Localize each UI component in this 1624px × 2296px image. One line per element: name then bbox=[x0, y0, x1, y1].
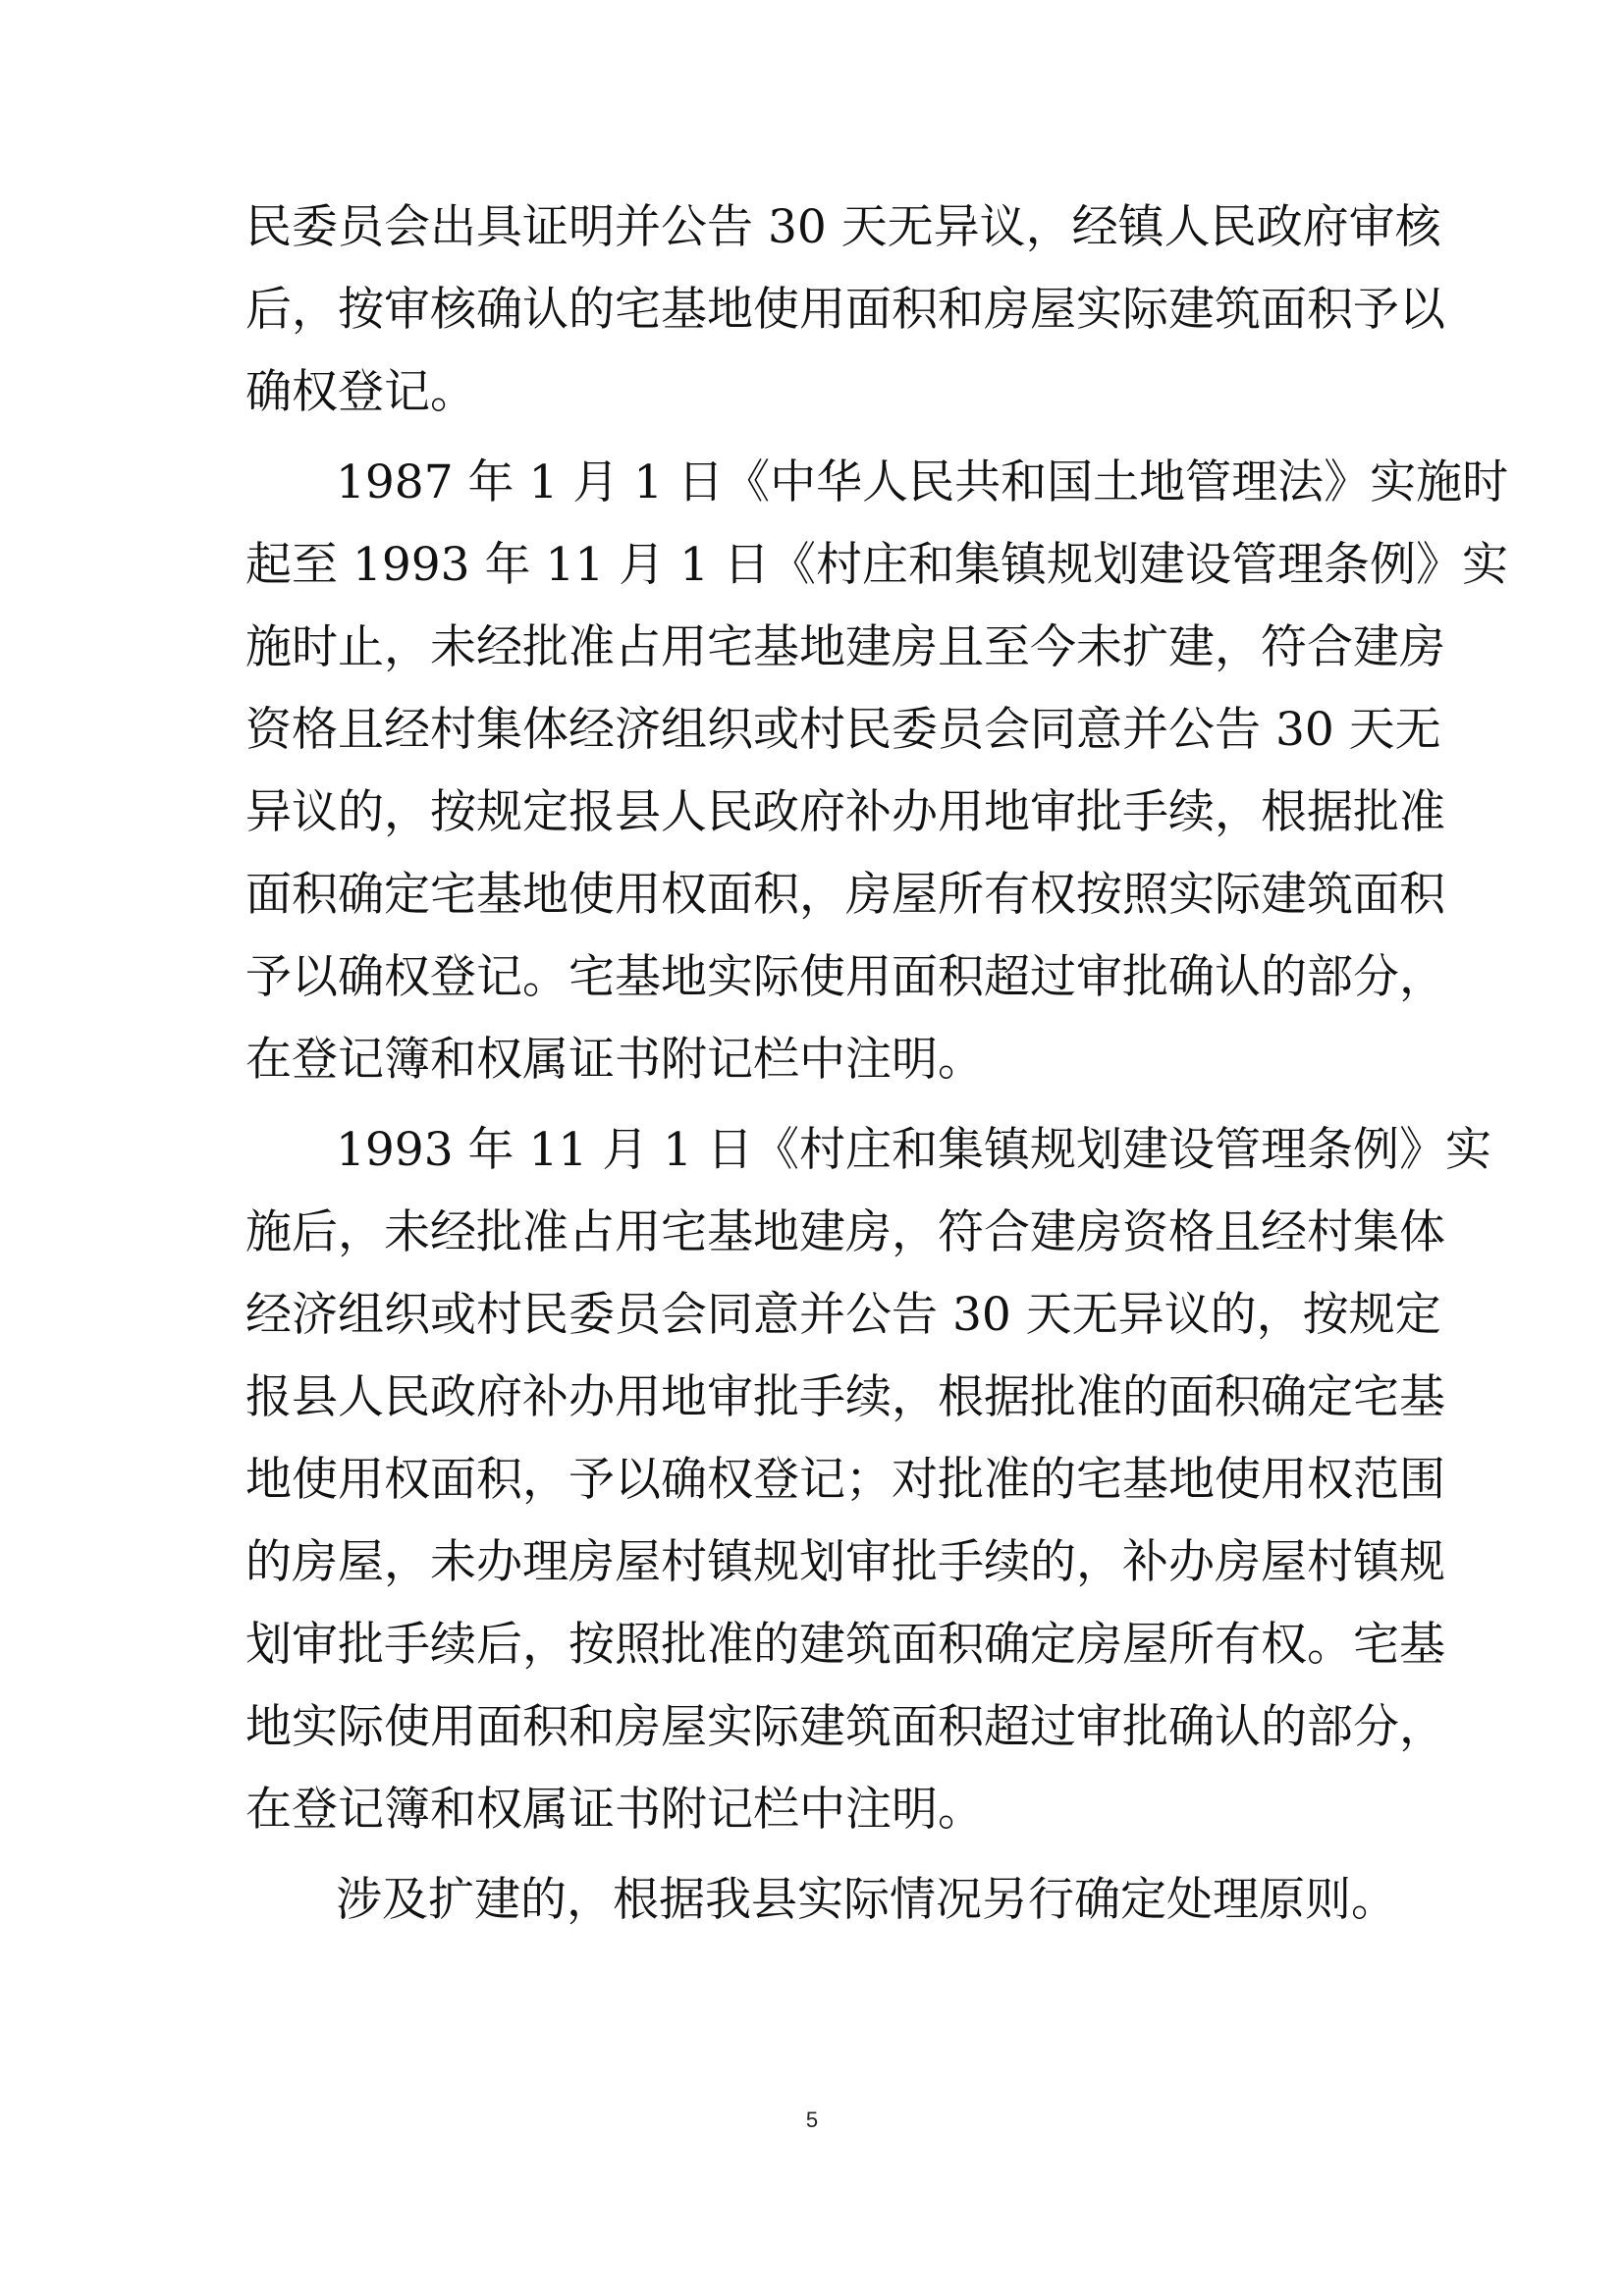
text-line: 地实际使用面积和房屋实际建筑面积超过审批确认的部分， bbox=[245, 1700, 1445, 1754]
text-line: 1993 年 11 月 1 日《村庄和集镇规划建设管理条例》实 bbox=[336, 1123, 1492, 1177]
paragraph-4 bbox=[245, 1859, 1397, 1942]
text-line: 民委员会出具证明并公告 30 天无异议，经镇人民政府审核 bbox=[245, 200, 1441, 254]
text-line: 地使用权面积，予以确权登记；对批准的宅基地使用权范围 bbox=[245, 1453, 1445, 1507]
page-number: 5 bbox=[805, 2108, 819, 2132]
text-line: 施时止，未经批准占用宅基地建房且至今未扩建，符合建房 bbox=[245, 620, 1445, 674]
text-line: 资格且经村集体经济组织或村民委员会同意并公告 30 天无 bbox=[245, 703, 1441, 757]
text-line: 在登记簿和权属证书附记栏中注明。 bbox=[245, 1033, 984, 1087]
text-line: 予以确权登记。宅基地实际使用面积超过审批确认的部分， bbox=[245, 950, 1445, 1004]
text-line: 在登记簿和权属证书附记栏中注明。 bbox=[245, 1783, 984, 1837]
paragraph-1 bbox=[245, 187, 1445, 434]
paragraph-2 bbox=[245, 442, 1509, 1101]
text-line: 起至 1993 年 11 月 1 日《村庄和集镇规划建设管理条例》实 bbox=[245, 538, 1508, 592]
text-line: 施后，未经批准占用宅基地建房，符合建房资格且经村集体 bbox=[245, 1205, 1445, 1259]
text-line: 后，按审核确认的宅基地使用面积和房屋实际建筑面积予以 bbox=[245, 283, 1445, 337]
text-line: 划审批手续后，按照批准的建筑面积确定房屋所有权。宅基 bbox=[245, 1618, 1445, 1672]
text-line: 涉及扩建的，根据我县实际情况另行确定处理原则。 bbox=[336, 1873, 1397, 1927]
text-line: 报县人民政府补办用地审批手续，根据批准的面积确定宅基 bbox=[245, 1370, 1445, 1424]
document-body bbox=[245, 187, 1509, 1942]
text-line: 面积确定宅基地使用权面积，房屋所有权按照实际建筑面积 bbox=[245, 868, 1445, 922]
text-line: 1987 年 1 月 1 日《中华人民共和国土地管理法》实施时 bbox=[336, 455, 1509, 509]
paragraph-3 bbox=[245, 1109, 1492, 1851]
text-line: 异议的，按规定报县人民政府补办用地审批手续，根据批准 bbox=[245, 785, 1445, 839]
text-line: 经济组织或村民委员会同意并公告 30 天无异议的，按规定 bbox=[245, 1288, 1441, 1342]
text-line: 确权登记。 bbox=[245, 365, 476, 419]
text-line: 的房屋，未办理房屋村镇规划审批手续的，补办房屋村镇规 bbox=[245, 1535, 1445, 1589]
